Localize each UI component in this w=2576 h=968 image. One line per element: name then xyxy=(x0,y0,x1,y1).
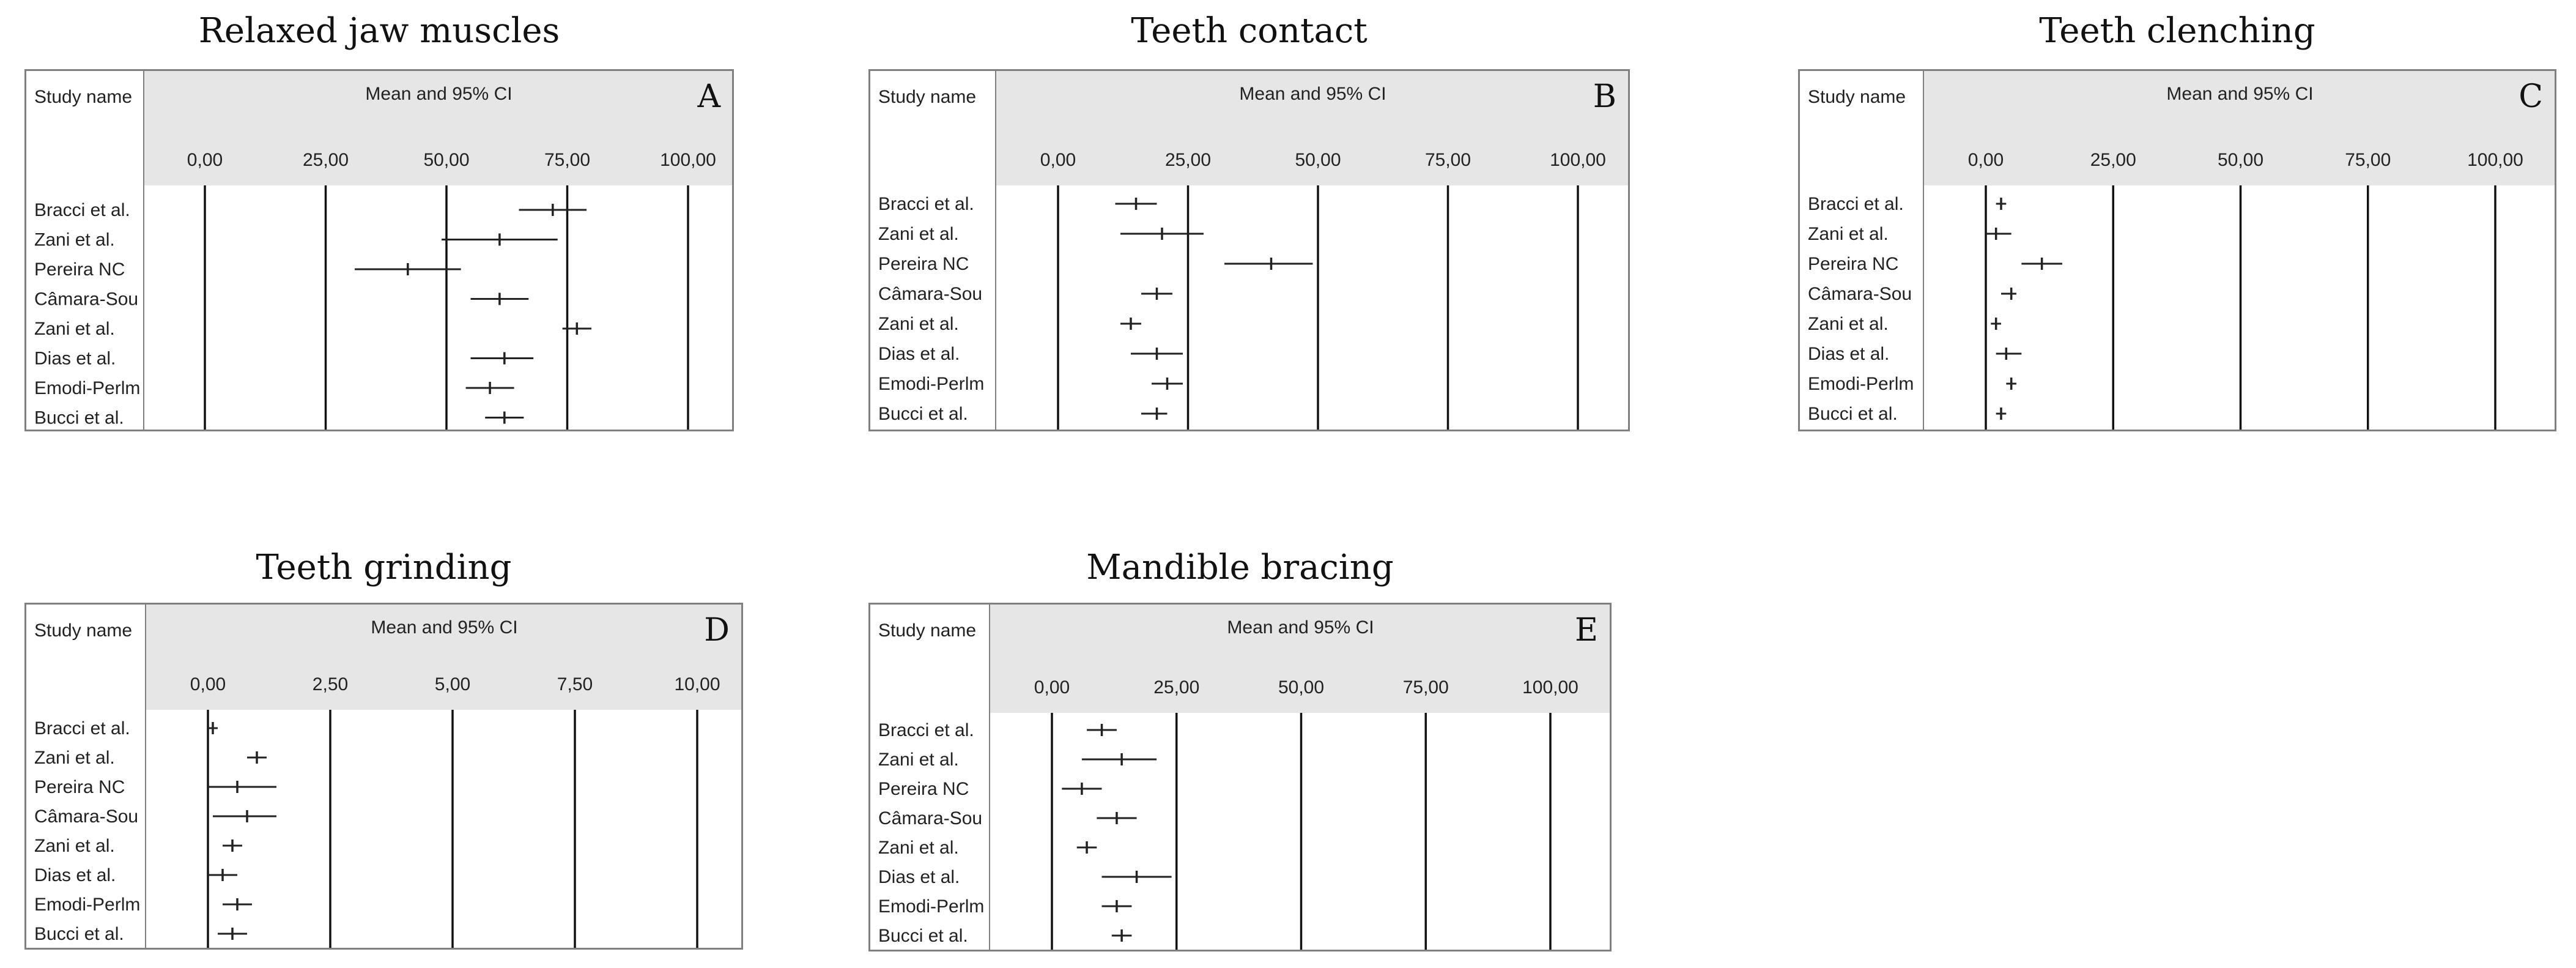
panel-letter: B xyxy=(1593,78,1616,115)
x-tick-label: 100,00 xyxy=(1550,150,1606,170)
study-label: Bracci et al. xyxy=(34,200,130,220)
mean-ci-header: Mean and 95% CI xyxy=(371,617,518,638)
study-label: Dias et al. xyxy=(34,348,116,369)
study-name-header: Study name xyxy=(34,87,133,107)
x-tick-label: 75,00 xyxy=(544,150,591,170)
study-label: Pereira NC xyxy=(34,259,125,280)
study-label: Dias et al. xyxy=(34,865,116,885)
study-label: Câmara-Sou xyxy=(34,289,139,310)
study-label: Dias et al. xyxy=(1808,344,1890,364)
forest-plot-mandible-bracing xyxy=(868,603,1612,951)
study-label: Dias et al. xyxy=(878,344,960,364)
x-tick-label: 25,00 xyxy=(302,150,349,170)
study-label: Dias et al. xyxy=(878,867,960,887)
study-name-header: Study name xyxy=(878,620,977,641)
x-tick-label: 25,00 xyxy=(1164,150,1212,170)
mean-ci-header: Mean and 95% CI xyxy=(2166,84,2314,104)
forest-plot-teeth-clenching xyxy=(1798,69,2556,431)
mean-ci-header: Mean and 95% CI xyxy=(1239,84,1386,104)
study-name-header: Study name xyxy=(34,620,133,641)
study-label: Emodi-Perlm xyxy=(878,896,985,917)
study-name-header: Study name xyxy=(878,87,977,107)
study-label: Bracci et al. xyxy=(34,718,130,739)
study-label: Câmara-Sou xyxy=(878,284,983,304)
forest-plot-teeth-grinding xyxy=(24,603,743,950)
panel-title-b: Teeth contact xyxy=(1131,11,1368,51)
study-label: Zani et al. xyxy=(1808,314,1889,334)
study-label: Pereira NC xyxy=(878,254,969,274)
x-tick-label: 100,00 xyxy=(2467,150,2523,170)
study-label: Câmara-Sou xyxy=(878,808,983,828)
x-tick-label: 0,00 xyxy=(1040,150,1076,170)
x-tick-label: 25,00 xyxy=(2090,150,2136,170)
study-label: Emodi-Perlm xyxy=(34,378,141,398)
study-label: Pereira NC xyxy=(878,779,969,799)
mean-ci-header: Mean and 95% CI xyxy=(365,84,513,104)
study-label: Emodi-Perlm xyxy=(34,895,141,915)
panel-letter: C xyxy=(2519,78,2543,115)
study-label: Zani et al. xyxy=(34,836,115,856)
study-label: Bucci et al. xyxy=(34,924,124,944)
panel-title-d: Teeth grinding xyxy=(256,548,512,587)
forest-plot-teeth-contact xyxy=(868,69,1630,431)
study-label: Zani et al. xyxy=(878,314,959,334)
study-label: Câmara-Sou xyxy=(1808,284,1912,304)
study-label: Bracci et al. xyxy=(878,194,974,214)
study-label: Pereira NC xyxy=(1808,254,1899,274)
study-label: Zani et al. xyxy=(878,838,959,858)
study-label: Bucci et al. xyxy=(1808,404,1898,424)
study-name-header: Study name xyxy=(1808,87,1906,107)
study-label: Bracci et al. xyxy=(878,720,974,740)
x-tick-label: 100,00 xyxy=(1522,677,1579,698)
study-label: Zani et al. xyxy=(1808,224,1889,244)
panel-letter: E xyxy=(1575,612,1598,649)
study-label: Emodi-Perlm xyxy=(878,374,985,394)
x-tick-label: 75,00 xyxy=(2345,150,2391,170)
study-label: Bucci et al. xyxy=(34,408,124,428)
study-label: Zani et al. xyxy=(34,319,115,339)
x-tick-label: 0,00 xyxy=(1967,150,2004,170)
x-tick-label: 2,50 xyxy=(312,674,349,694)
panel-title-c: Teeth clenching xyxy=(2039,11,2315,51)
study-label: Zani et al. xyxy=(34,229,115,250)
x-tick-label: 50,00 xyxy=(423,150,470,170)
study-label: Pereira NC xyxy=(34,777,125,797)
study-label: Bracci et al. xyxy=(1808,194,1904,214)
x-tick-label: 0,00 xyxy=(1034,677,1070,698)
panel-letter: D xyxy=(704,612,730,649)
study-label: Bucci et al. xyxy=(878,404,968,424)
x-tick-label: 5,00 xyxy=(434,674,471,694)
mean-ci-header: Mean and 95% CI xyxy=(1227,617,1374,638)
x-tick-label: 7,50 xyxy=(557,674,593,694)
study-label: Emodi-Perlm xyxy=(1808,374,1914,394)
study-label: Câmara-Sou xyxy=(34,806,139,827)
forest-plot-relaxed-jaw-muscles xyxy=(24,69,734,431)
x-tick-label: 50,00 xyxy=(2217,150,2264,170)
x-tick-label: 10,00 xyxy=(674,674,720,694)
panel-title-e: Mandible bracing xyxy=(1086,548,1394,587)
study-label: Zani et al. xyxy=(878,750,959,770)
study-label: Zani et al. xyxy=(878,224,959,244)
x-tick-label: 75,00 xyxy=(1424,150,1471,170)
panel-letter: A xyxy=(697,78,720,115)
x-tick-label: 100,00 xyxy=(660,150,716,170)
x-tick-label: 25,00 xyxy=(1153,677,1200,698)
study-label: Bucci et al. xyxy=(878,926,968,946)
x-tick-label: 50,00 xyxy=(1278,677,1325,698)
panel-title-a: Relaxed jaw muscles xyxy=(198,11,560,51)
x-tick-label: 75,00 xyxy=(1402,677,1449,698)
x-tick-label: 50,00 xyxy=(1295,150,1341,170)
x-tick-label: 0,00 xyxy=(190,674,226,694)
study-label: Zani et al. xyxy=(34,748,115,768)
x-tick-label: 0,00 xyxy=(187,150,223,170)
